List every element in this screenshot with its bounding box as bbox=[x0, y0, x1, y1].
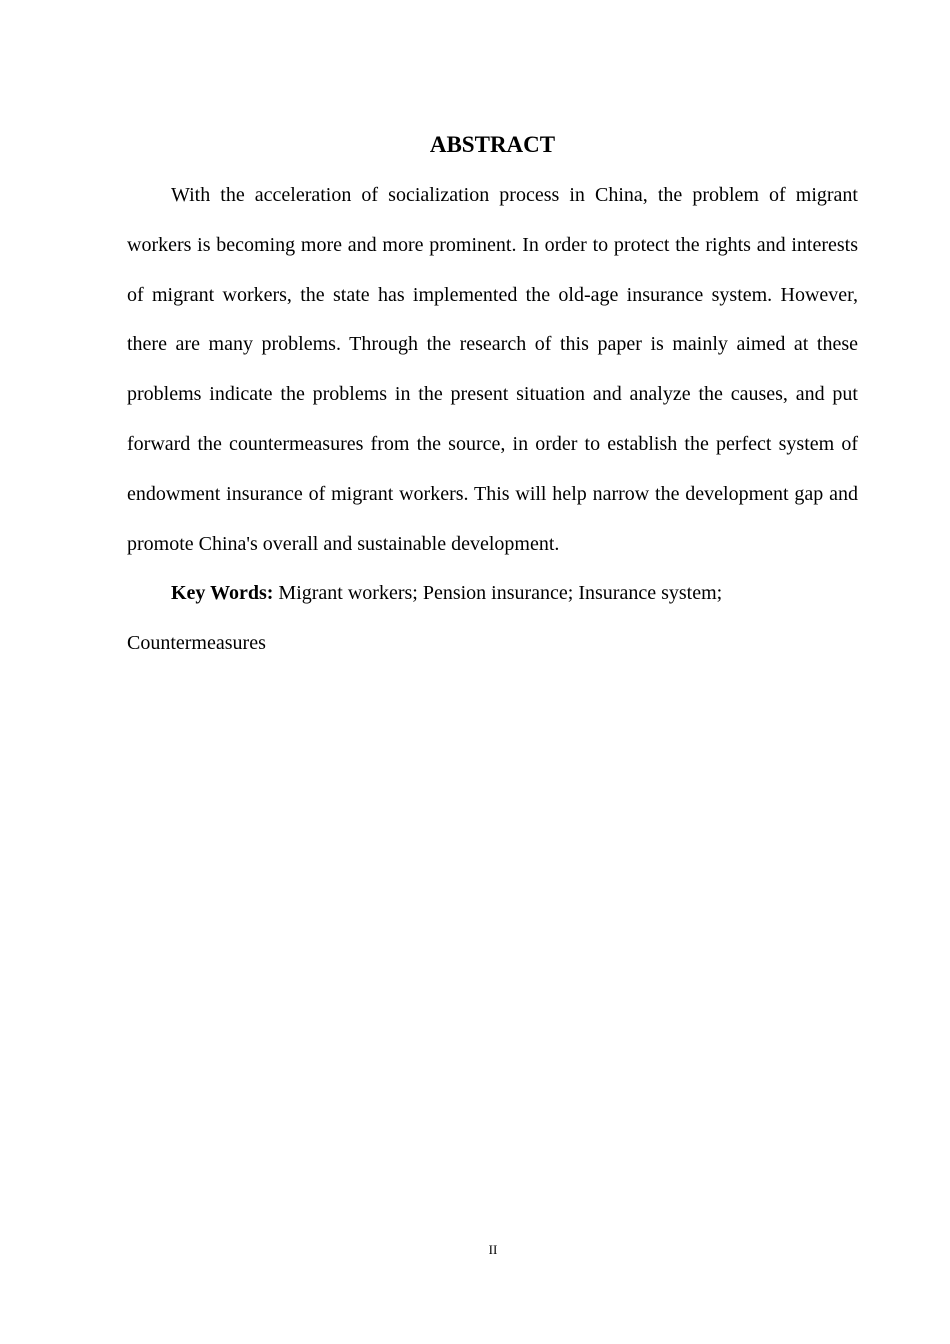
keywords-line bbox=[127, 569, 858, 669]
keywords-label: Key Words: bbox=[171, 582, 274, 605]
abstract-paragraph: With the acceleration of socialization process in China, the problem of migrant workers is becoming more and more prominent. In order to protect the rights and interests of migrant workers, the state has implemented the old-age insurance system. However, there are many problems. Through the research of this paper is mainly aimed at these problems indicate the problems in the present situation and analyze the causes, and put forward the countermeasures from the source, in order to establish the perfect system of endowment insurance of migrant workers. This will help narrow the development gap and promote China's overall and sustainable development. bbox=[127, 184, 858, 555]
abstract-title: ABSTRACT bbox=[429, 132, 556, 157]
page-number: II bbox=[488, 1242, 498, 1257]
keywords-list: Migrant workers; Pension insurance; Insurance system; Countermeasures bbox=[127, 582, 723, 655]
abstract-body bbox=[127, 171, 858, 669]
